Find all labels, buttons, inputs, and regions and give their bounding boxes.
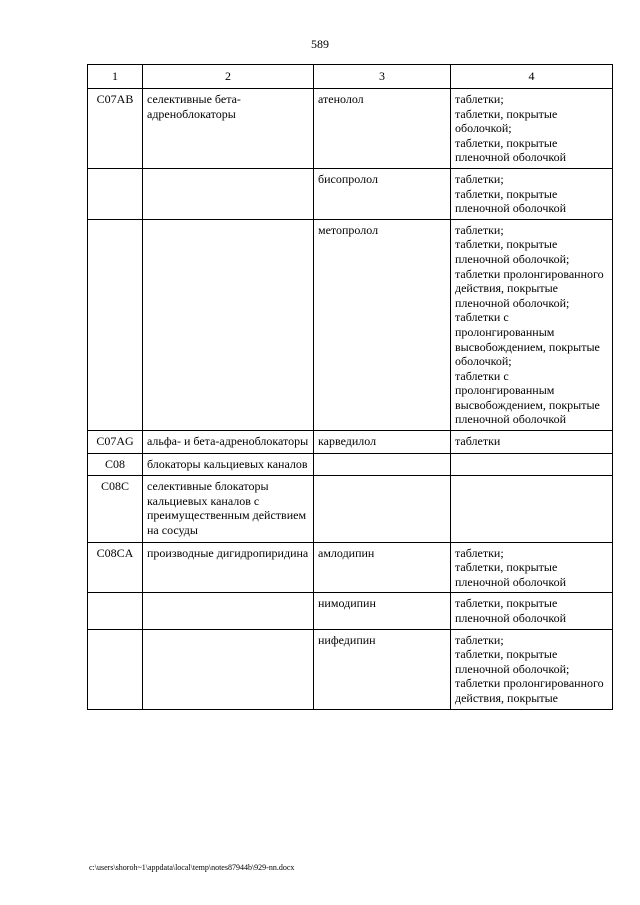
header-col-3: 3 — [314, 65, 451, 89]
pharmacological-group-cell — [143, 168, 314, 219]
dosage-forms-cell — [451, 219, 613, 430]
table-row — [88, 593, 613, 629]
drug-name-cell: карведилол — [314, 431, 451, 454]
dosage-form-item: таблетки — [455, 434, 501, 449]
file-path-footer: c:\users\shoroh~1\appdata\local\temp\notes87944b\929-nn.docx — [89, 863, 295, 872]
atc-code-cell: C07AG — [88, 431, 143, 454]
dosage-form-item: таблетки с пролонгированным высвобождением, покрытые оболочкой; — [455, 310, 600, 369]
atc-code-cell — [88, 219, 143, 430]
atc-code-cell: C08CA — [88, 542, 143, 593]
dosage-forms-cell — [451, 476, 613, 542]
atc-code-cell: C08C — [88, 476, 143, 542]
table-header — [88, 65, 613, 89]
atc-code-cell — [88, 168, 143, 219]
pharmacological-group-cell: селективные бета-адреноблокаторы — [143, 89, 314, 169]
atc-code-cell: C07AB — [88, 89, 143, 169]
dosage-forms-cell — [451, 629, 613, 709]
pharmacological-group-cell — [143, 629, 314, 709]
atc-code-cell — [88, 593, 143, 629]
table-body — [88, 89, 613, 710]
drug-name-cell — [314, 476, 451, 542]
header-col-1: 1 — [88, 65, 143, 89]
atc-code-cell: C08 — [88, 453, 143, 476]
dosage-form-item: таблетки; — [455, 632, 504, 647]
drug-name-cell: бисопролол — [314, 168, 451, 219]
dosage-form-item: таблетки; — [455, 92, 504, 106]
header-col-4: 4 — [451, 65, 613, 89]
table-row — [88, 89, 613, 169]
atc-code-cell — [88, 629, 143, 709]
page-number: 589 — [311, 37, 329, 51]
pharmacological-group-cell: блокаторы кальциевых каналов — [143, 453, 314, 476]
table-row — [88, 219, 613, 430]
dosage-form-item: таблетки, покрытые оболочкой; — [455, 106, 558, 136]
pharmacological-group-cell: производные дигидропиридина — [143, 542, 314, 593]
dosage-form-item: таблетки, покрытые пленочной оболочкой — [455, 560, 567, 589]
drug-name-cell: нифедипин — [314, 629, 451, 709]
dosage-form-item: таблетки, покрытые пленочной оболочкой — [455, 186, 567, 216]
pharmacological-group-cell — [143, 593, 314, 629]
dosage-form-item: таблетки с пролонгированным высвобождением, покрытые пленочной оболочкой — [455, 368, 600, 427]
dosage-form-item: таблетки пролонгированного действия, покрытые — [455, 676, 604, 705]
drug-name-cell: атенолол — [314, 89, 451, 169]
table-row — [88, 168, 613, 219]
dosage-form-item: таблетки; — [455, 222, 504, 237]
dosage-forms-cell — [451, 542, 613, 593]
header-row — [88, 65, 613, 89]
dosage-form-item: таблетки, покрытые пленочной оболочкой; — [455, 647, 570, 676]
dosage-form-item: таблетки; — [455, 171, 504, 186]
header-col-2: 2 — [143, 65, 314, 89]
pharmacological-group-cell: альфа- и бета-адреноблокаторы — [143, 431, 314, 454]
dosage-forms-cell — [451, 168, 613, 219]
dosage-form-item: таблетки, покрытые пленочной оболочкой — [455, 596, 567, 625]
drug-name-cell — [314, 453, 451, 476]
pharmacological-group-cell: селективные блокаторы кальциевых каналов с преимущественным действием на сосуды — [143, 476, 314, 542]
table-row — [88, 629, 613, 709]
dosage-forms-cell — [451, 453, 613, 476]
dosage-form-item: таблетки, покрытые пленочной оболочкой; — [455, 237, 570, 266]
drug-name-cell: метопролол — [314, 219, 451, 430]
table-row — [88, 542, 613, 593]
table-row — [88, 476, 613, 542]
dosage-forms-cell — [451, 431, 613, 454]
dosage-forms-cell — [451, 89, 613, 169]
drug-table — [87, 64, 613, 710]
dosage-form-item: таблетки; — [455, 545, 504, 560]
drug-name-cell: нимодипин — [314, 593, 451, 629]
table-row — [88, 431, 613, 454]
dosage-form-item: таблетки, покрытые пленочной оболочкой — [455, 135, 567, 165]
table-row — [88, 453, 613, 476]
dosage-form-item: таблетки пролонгированного действия, покрытые пленочной оболочкой; — [455, 266, 604, 310]
pharmacological-group-cell — [143, 219, 314, 430]
dosage-forms-cell — [451, 593, 613, 629]
drug-name-cell: амлодипин — [314, 542, 451, 593]
